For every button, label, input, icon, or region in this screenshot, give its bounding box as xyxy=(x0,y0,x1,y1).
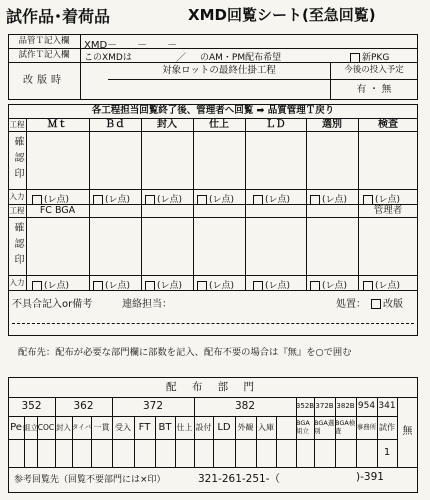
checkbox-icon xyxy=(253,281,263,291)
col-manager: 管理者 xyxy=(373,204,403,216)
dept-bga-inspection: BGA検査 xyxy=(335,419,356,435)
revision-label: 改版 xyxy=(383,299,403,310)
col-ld: ＬＤ xyxy=(265,118,286,130)
dept-ld: LD xyxy=(217,421,231,433)
checkbox-icon xyxy=(93,195,103,205)
contact-person-label: 連絡担当： xyxy=(122,299,172,310)
checkbox-icon xyxy=(145,281,155,291)
check-label: (レ点) xyxy=(105,281,131,291)
bd-input-check[interactable] xyxy=(93,192,130,205)
code-352: 352 xyxy=(21,400,42,413)
confirm-stamp-label: 確認印 xyxy=(12,136,23,184)
new-pkg-label: 新PKG xyxy=(362,53,390,63)
title-right: XMD回覧シート(至急回覧) xyxy=(188,6,376,24)
checkbox-icon xyxy=(197,281,207,291)
process-banner: 各工程担当回覧終了後、管理者へ回覧 ➡ 品質管理Ｔ戻り xyxy=(91,105,335,117)
dept-office: 事務所 xyxy=(356,423,377,432)
check-label: (レ点) xyxy=(209,195,235,205)
dept-blank-382 xyxy=(276,416,296,439)
dept-visual: 外観 xyxy=(237,422,254,432)
ld-input-check[interactable] xyxy=(253,192,290,205)
dept-finishing: 仕上 xyxy=(176,422,193,432)
dept-bt: BT xyxy=(158,421,172,433)
check-label: (レ点) xyxy=(44,195,70,205)
qc-input-label: 品管Ｔ記入欄 xyxy=(18,35,70,46)
code-362: 362 xyxy=(73,400,94,413)
col-finishing: 仕上 xyxy=(209,118,229,130)
check-label: (レ点) xyxy=(209,281,235,291)
dept-encapsulation: 封入 xyxy=(56,422,71,432)
dept-tiebar: タイバ xyxy=(71,423,92,432)
col-encapsulation: 封入 xyxy=(157,118,177,130)
row2-col3-check[interactable] xyxy=(145,278,182,291)
check-label: (レ点) xyxy=(44,281,70,291)
code-382b: 382B xyxy=(336,402,355,410)
check-label: (レ点) xyxy=(322,281,348,291)
code-352b: 352B xyxy=(295,402,315,410)
checkbox-icon xyxy=(32,281,42,291)
distribution-note: 配布先：配布が必要な部門欄に部数を記入、配布不要の場合は『無』を○で囲む xyxy=(18,347,352,358)
dept-warehouse: 入庫 xyxy=(258,422,274,432)
dept-title: 配 布 部 門 xyxy=(165,380,260,393)
process-row-label-2: 工程 xyxy=(9,205,25,215)
checkbox-icon xyxy=(253,195,263,205)
process-row-label: 工程 xyxy=(9,119,25,129)
dept-bga-sorting: BGA選別 xyxy=(314,419,335,435)
trial-input-label: 試作Ｔ記入欄 xyxy=(18,49,70,60)
col-bd: Ｂｄ xyxy=(105,118,125,130)
disposition-label: 処置： xyxy=(336,299,366,310)
row2-col6-check[interactable] xyxy=(310,278,347,291)
row2-col4-check[interactable] xyxy=(197,278,234,291)
code-372b: 372B xyxy=(315,402,334,410)
checkbox-icon xyxy=(310,195,320,205)
dept-coc: COC xyxy=(37,422,55,432)
code-372: 372 xyxy=(142,400,164,413)
check-label: (レ点) xyxy=(322,195,348,205)
fc-bga-input-check[interactable] xyxy=(32,278,69,291)
encap-input-check[interactable] xyxy=(145,192,182,205)
xmd-this-text: このXMDは xyxy=(84,53,132,63)
defect-remarks-label: 不具合記入or備考 xyxy=(12,299,93,310)
col-inspection: 検査 xyxy=(378,118,398,130)
reference-number-suffix: )-391 xyxy=(356,471,384,483)
revision-checkbox[interactable] xyxy=(371,295,403,310)
remarks-line xyxy=(12,323,414,324)
checkbox-icon xyxy=(310,281,320,291)
code-382: 382 xyxy=(234,400,256,413)
check-label: (レ点) xyxy=(375,195,401,205)
code-341: 341 xyxy=(378,401,396,411)
revision-time-label: 改版時 xyxy=(23,75,65,86)
trial-count[interactable]: 1 xyxy=(383,447,391,458)
dept-receiving: 受入 xyxy=(115,422,131,432)
confirm-stamp-label-2: 確認印 xyxy=(12,222,23,270)
dept-setting: 設付 xyxy=(195,422,212,432)
dept-bga-assembly: BGA組立 xyxy=(296,419,310,435)
reference-number[interactable]: 321-261-251-（ xyxy=(198,473,280,485)
code-954: 954 xyxy=(357,401,376,411)
checkbox-icon xyxy=(32,195,42,205)
sort-input-check[interactable] xyxy=(310,192,347,205)
input-row-label-2: 入力 xyxy=(9,277,25,287)
finish-input-check[interactable] xyxy=(197,192,234,205)
checkbox-icon xyxy=(350,53,360,63)
manager-input-check[interactable] xyxy=(363,278,400,291)
check-label: (レ点) xyxy=(157,195,183,205)
input-row-label: 入力 xyxy=(9,191,25,201)
xmd-number-field[interactable]: XMD－ － － xyxy=(84,40,178,51)
dept-integrated: 一貫 xyxy=(93,422,110,432)
reference-circulation-label: 参考回覧先（回覧不要部門には×印） xyxy=(14,475,166,485)
dept-none[interactable]: 無 xyxy=(402,426,413,437)
future-input-header: 今後の投入予定 xyxy=(344,65,404,76)
checkbox-icon xyxy=(145,195,155,205)
checkbox-icon xyxy=(93,281,103,291)
check-label: (レ点) xyxy=(265,195,291,205)
dept-pe: Pe xyxy=(10,421,22,433)
col-sorting: 選別 xyxy=(322,118,342,130)
check-label: (レ点) xyxy=(105,195,131,205)
check-label: (レ点) xyxy=(375,281,401,291)
checkbox-icon xyxy=(371,299,381,309)
dept-trial: 試作 xyxy=(379,422,395,432)
checkbox-icon xyxy=(363,281,373,291)
col-mt: Ｍｔ xyxy=(47,118,68,130)
final-process-header: 対象ロットの最終仕掛工程 xyxy=(162,64,276,76)
row2-col2-check[interactable] xyxy=(93,278,130,291)
col-fc-bga: FC BGA xyxy=(39,204,76,216)
checkbox-icon xyxy=(363,195,373,205)
check-label: (レ点) xyxy=(157,281,183,291)
row2-col5-check[interactable] xyxy=(253,278,290,291)
checkbox-icon xyxy=(197,195,207,205)
dept-assembly: 組立 xyxy=(23,422,38,432)
future-input-value[interactable]: 有 ・ 無 xyxy=(356,83,392,95)
date-slash: ／ xyxy=(176,53,186,64)
dept-ft: FT xyxy=(138,421,151,433)
am-pm-distribution-text: のAM・PM配布希望 xyxy=(200,53,282,63)
title-left: 試作品･着荷品 xyxy=(6,7,111,26)
check-label: (レ点) xyxy=(265,281,291,291)
